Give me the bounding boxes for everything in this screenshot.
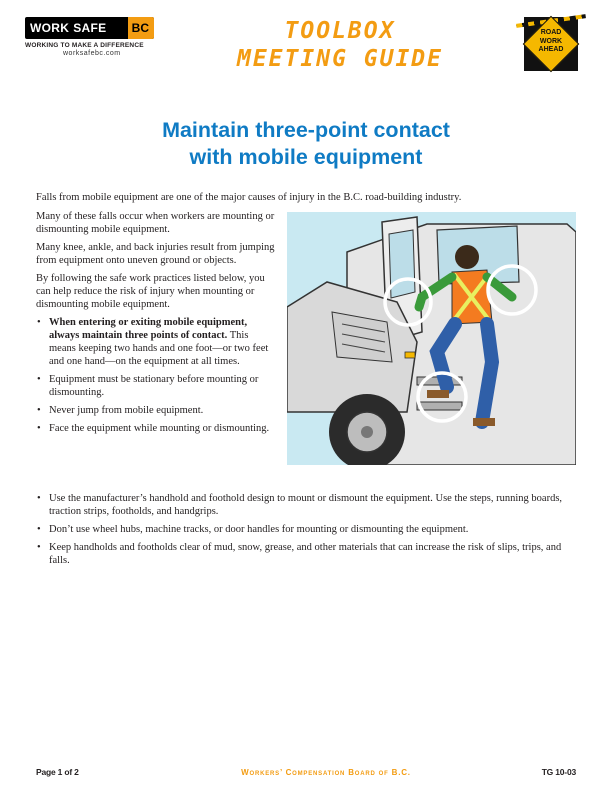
bullet-item <box>36 523 576 536</box>
bullet-4: Face the equipment while mounting or dismounting. <box>49 423 270 434</box>
bullet-item <box>36 422 276 435</box>
bullet-list-column <box>36 316 276 435</box>
bullet-6: Don’t use wheel hubs, machine tracks, or door handles for mounting or dismounting the equipment. <box>49 524 469 535</box>
sign-line2: WORK <box>539 37 563 45</box>
logo-url[interactable]: worksafebc.com <box>63 50 121 57</box>
bullet-item <box>36 373 276 399</box>
page-title <box>60 117 552 171</box>
logo-tagline: WORKING TO MAKE A DIFFERENCE <box>25 42 144 49</box>
bullet-marker: • <box>37 423 41 434</box>
bullet-marker: • <box>37 524 41 535</box>
title-line1: Maintain three-point contact <box>162 118 450 142</box>
paragraph-3: By following the safe work practices listed below, you can help reduce the risk of injury when mounting or dismounting mobile equipment. <box>36 273 265 310</box>
bullet-7: Keep handholds and footholds clear of mud, snow, grease, and other materials that can increase the risk of slips, trips, and falls. <box>49 542 562 566</box>
logo-safe: SAFE <box>73 21 107 35</box>
sign-line1: ROAD <box>540 29 562 36</box>
intro-paragraph: Falls from mobile equipment are one of the major causes of injury in the B.C. road-building industry. <box>36 192 462 203</box>
bullet-5: Use the manufacturer’s handhold and foothold design to mount or dismount the equipment. Use the steps, running boards, traction strips, footholds, and handgrips. <box>49 493 563 517</box>
guide-title-line1: TOOLBOX <box>284 18 396 44</box>
worksafebc-logo <box>25 17 177 57</box>
bullet-item <box>36 541 576 567</box>
bullet-item <box>36 404 276 417</box>
page-number: Page 1 of 2 <box>36 767 79 777</box>
left-column <box>36 210 276 440</box>
paragraph-1: Many of these falls occur when workers are mounting or dismounting mobile equipment. <box>36 211 275 235</box>
road-work-sign-icon <box>524 17 578 71</box>
guide-title-line2: MEETING GUIDE <box>236 46 443 72</box>
bullet-item <box>36 316 276 368</box>
bullet-marker: • <box>37 405 41 416</box>
document-code: TG 10-03 <box>541 767 576 777</box>
three-point-contact-illustration <box>287 212 576 465</box>
bullet-marker: • <box>37 542 41 553</box>
logo-bc: BC <box>128 17 154 39</box>
bullet-1-bold: When entering or exiting mobile equipment, always maintain three points of contact. <box>49 317 248 341</box>
sign-line3: AHEAD <box>538 46 564 53</box>
title-line2: with mobile equipment <box>189 145 423 169</box>
bullet-marker: • <box>37 493 41 504</box>
paragraph-2: Many knee, ankle, and back injuries result from jumping from equipment onto uneven ground or objects. <box>36 242 275 266</box>
bullet-3: Never jump from mobile equipment. <box>49 405 204 416</box>
bullet-list-full <box>36 492 576 572</box>
bullet-1-rest: This means keeping two hands and one foot—or two feet and one hand—on the equipment at all times. <box>49 330 269 367</box>
bullet-item <box>36 492 576 518</box>
logo-work: WORK <box>30 21 70 35</box>
footer-org: Workers’ Compensation Board of B.C. <box>241 768 411 777</box>
bullet-2: Equipment must be stationary before mounting or dismounting. <box>49 374 259 398</box>
bullet-marker: • <box>37 374 41 385</box>
logo-wordmark <box>25 17 154 39</box>
bullet-marker: • <box>37 317 41 328</box>
guide-title <box>185 17 495 73</box>
